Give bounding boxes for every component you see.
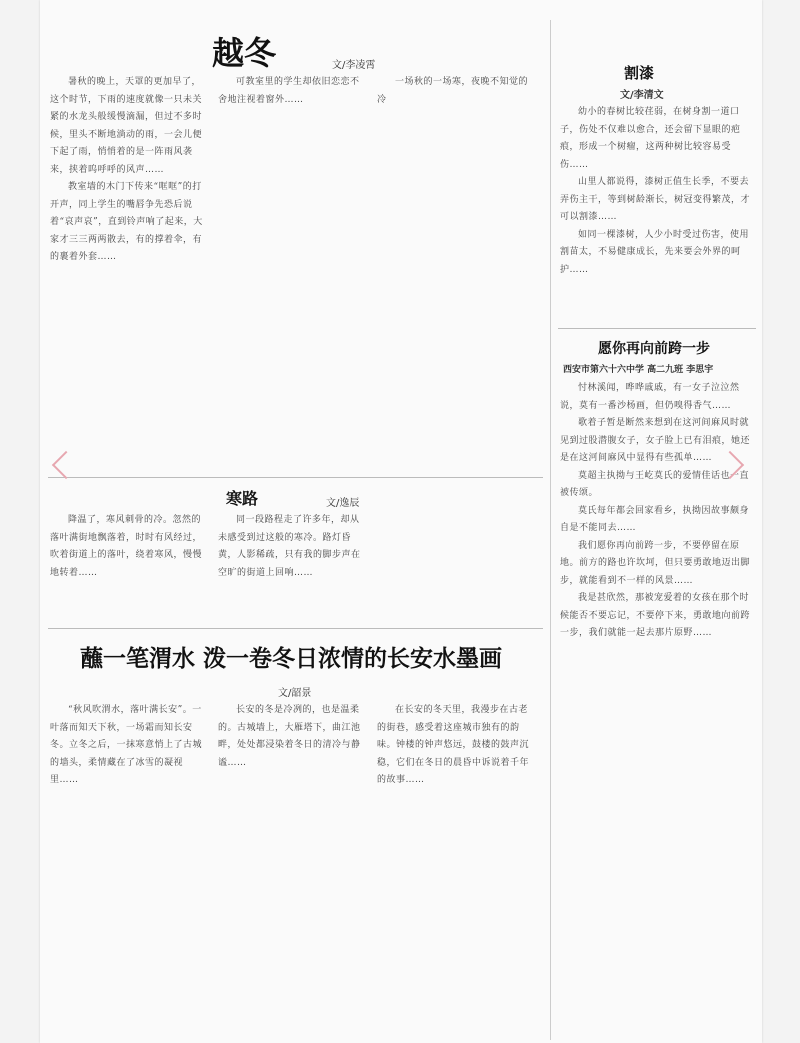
article-yuedong-paragraph: 可教室里的学生却依旧恋恋不舍地注视着窗外…… [218, 77, 360, 105]
article-changan-col-1 [50, 702, 210, 1040]
article-changan-col-2 [218, 702, 368, 1040]
article-hanlu-col-2 [218, 512, 368, 622]
article-title-kuayibu: 愿你再向前跨一步 [598, 341, 710, 357]
article-changan-paragraph: 长安的冬是冷冽的，也是温柔的。古城墙上，大雁塔下，曲江池畔，处处都浸染着冬日的清冷与静谧…… [218, 705, 361, 768]
article-yuedong-col-2 [218, 74, 368, 474]
article-yuedong-col-1 [50, 74, 210, 474]
article-kuayibu-paragraph: 忖林溪闻，哗哗戚戚，有一女子泣泣然说，莫有一番沙杨画，但仍嗅得香气…… [560, 383, 740, 411]
article-byline-kuayibu: 西安市第六十六中学 高二九班 李思宇 [563, 365, 714, 375]
article-hanlu-col-1 [50, 512, 210, 622]
article-title-geqi: 割漆 [624, 64, 655, 82]
article-title-yuedong: 越冬 [212, 34, 277, 72]
article-kuayibu-paragraph: 莫氏每年都会回家看乡，执拗因故事颇身自是不能同去…… [560, 505, 750, 533]
article-kuayibu-paragraph: 莫超主执拗与王屹莫氏的爱情佳话也一直被传颂。 [560, 470, 750, 498]
article-yuedong-paragraph: 暑秋的晚上，天罩的更加早了，这个时节，下雨的速度就像一只未关紧的水龙头般缓慢滴漏，但过不多时候，里头不断地淌动的雨，一会儿便下起了雨，悄悄着的是一阵雨风袭来，挟着呜呼呼的风声…… [50, 77, 203, 175]
article-geqi-paragraph: 山里人都说得，漆树正值生长季，不要去弄伤主干，等到树龄渐长，树冠变得繁茂，才可以割漆…… [560, 177, 751, 222]
column-divider [550, 20, 551, 1040]
article-kuayibu-paragraph: 我是甚欣然，那被宠爱着的女孩在那个时候能否不要忘记，不要停下来，勇敢地向前跨一步，我们就能一起去那片原野…… [560, 593, 751, 638]
article-title-changan: 蘸一笔渭水 泼一卷冬日浓情的长安水墨画 [80, 646, 503, 672]
article-byline-yuedong: 文/李凌霄 [332, 60, 376, 71]
article-kuayibu-paragraph: 歌着子暂是断然来想到在这河间麻风时就见到过股潜腹女子，女子脸上已有泪痕，她还是在这河间麻风中显得有些孤单…… [560, 418, 751, 463]
article-hanlu-col-3 [377, 512, 537, 622]
article-changan-col-3 [377, 702, 537, 1040]
section-divider [48, 477, 543, 478]
article-byline-hanlu: 文/逸辰 [326, 498, 360, 509]
article-changan-paragraph: “秋风吹渭水，落叶满长安”。一叶落而知天下秋，一场霜而知长安冬。立冬之后，一抹寒意悄上了古城的墙头，柔情藏在了冰雪的凝视里…… [50, 705, 203, 785]
article-hanlu-paragraph: 同一段路程走了许多年，却从未感受到过这般的寒冷。路灯昏黄，人影稀疏，只有我的脚步声在空旷的街道上回响…… [218, 515, 361, 578]
article-geqi-col [560, 104, 756, 318]
section-divider [48, 628, 543, 629]
article-changan-paragraph: 在长安的冬天里，我漫步在古老的街巷，感受着这座城市独有的韵味。钟楼的钟声悠远，鼓楼的鼓声沉稳，它们在冬日的晨昏中诉说着千年的故事…… [377, 705, 530, 785]
article-title-hanlu: 寒路 [226, 489, 259, 508]
article-yuedong-paragraph: 教室墙的木门下传来“哐哐”的打开声，同上学生的嘴唇争先恐后说着“哀声哀”，直到铃声响了起来，大家才三三两两散去，有的撑着伞，有的裹着外套…… [50, 182, 203, 262]
article-byline-changan: 文/韶景 [278, 688, 312, 699]
newspaper-page [40, 0, 762, 1043]
article-kuayibu-col [560, 380, 756, 1040]
article-yuedong-col-3 [377, 74, 537, 474]
article-yuedong-paragraph: 一场秋的一场寒，夜晚不知觉的冷 [377, 77, 529, 105]
article-kuayibu-paragraph: 我们愿你再向前跨一步，不要停留在原地。前方的路也许坎坷，但只要勇敢地迈出脚步，就能看到不一样的风景…… [560, 540, 751, 586]
article-byline-geqi: 文/李清文 [620, 90, 664, 101]
section-divider [558, 328, 756, 329]
article-geqi-paragraph: 如同一棵漆树，人少小时受过伤害，使用割苗太，不易健康成长，先来要会外界的呵护…… [560, 229, 750, 275]
article-geqi-paragraph: 幼小的春树比较荏弱，在树身割一道口子，伤处不仅难以愈合，还会留下显眼的疤痕，形成一个树瘤，这两种树比较容易受伤…… [560, 107, 741, 170]
article-hanlu-paragraph: 降温了，寒风刺骨的冷。忽然的落叶满街地飘落着，时时有风经过，吹着街道上的落叶，绕着寒风，慢慢地转着…… [50, 515, 203, 578]
